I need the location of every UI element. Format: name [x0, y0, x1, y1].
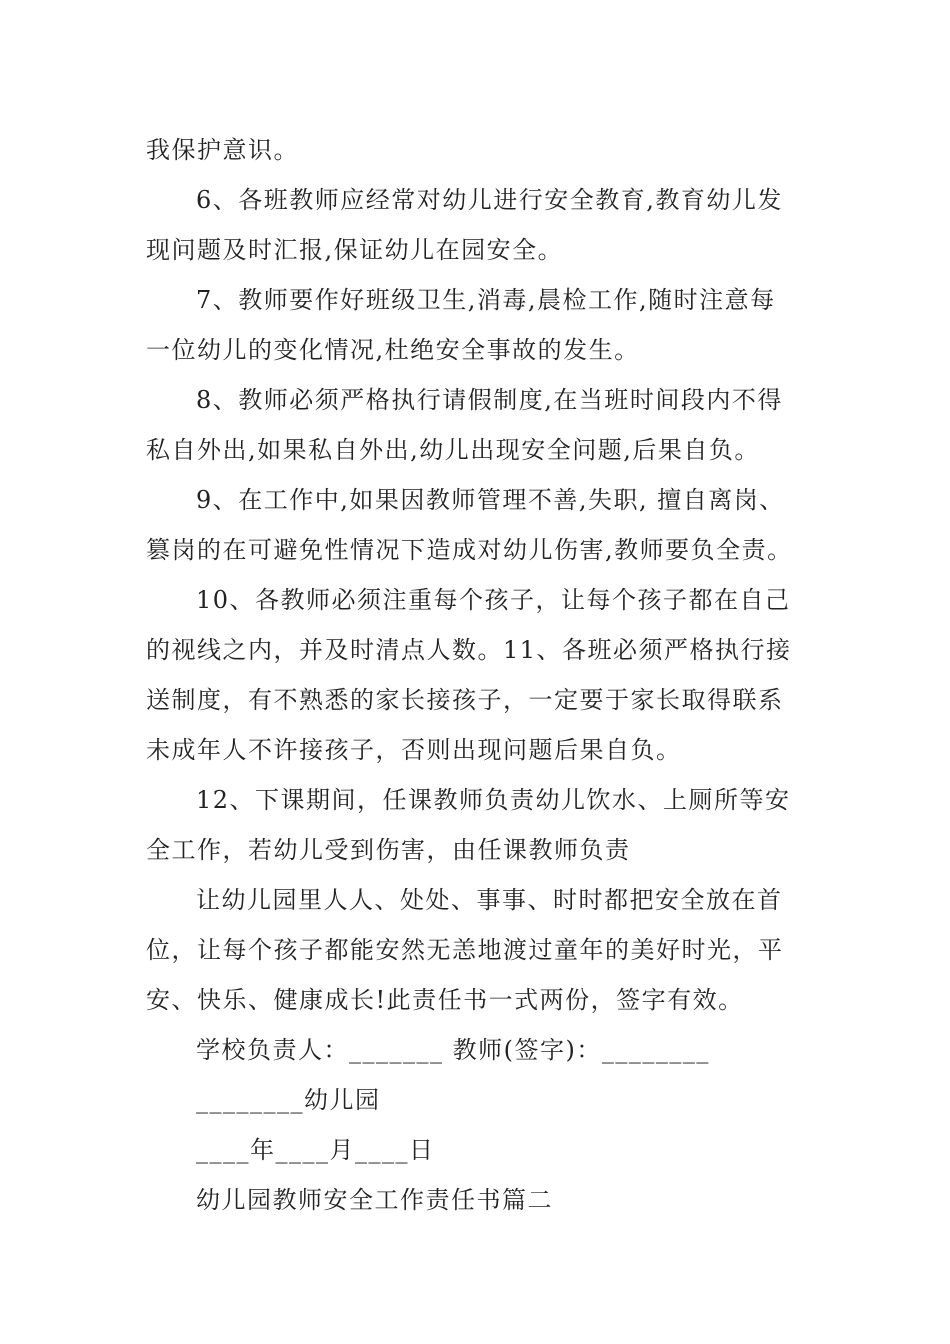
- text-line: 10、各教师必须注重每个孩子，让每个孩子都在自己: [196, 586, 791, 614]
- text-line: 12、下课期间，任课教师负责幼儿饮水、上厕所等安: [196, 786, 791, 814]
- text-line: 8、教师必须严格执行请假制度,在当班时间段内不得: [196, 386, 783, 414]
- text-line: 我保护意识。: [146, 136, 299, 164]
- text-line: 篡岗的在可避免性情况下造成对幼儿伤害,教师要负全责。: [146, 536, 793, 564]
- text-line: 现问题及时汇报,保证幼儿在园安全。: [146, 236, 564, 264]
- text-line: 6、各班教师应经常对幼儿进行安全教育,教育幼儿发: [196, 186, 783, 214]
- text-line: 让幼儿园里人人、处处、事事、时时都把安全放在首: [196, 886, 783, 914]
- signature-line: 学校负责人：_______ 教师(签字)：________: [196, 1036, 710, 1064]
- kindergarten-name-line: ________幼儿园: [196, 1086, 381, 1114]
- text-line: 送制度，有不熟悉的家长接孩子，一定要于家长取得联系: [146, 686, 784, 714]
- text-line: 未成年人不许接孩子，否则出现问题后果自负。: [146, 736, 682, 764]
- text-line: 全工作，若幼儿受到伤害，由任课教师负责: [146, 836, 631, 864]
- date-line: ____年____月____日: [196, 1136, 435, 1164]
- text-line: 的视线之内，并及时清点人数。11、各班必须严格执行接: [146, 636, 792, 664]
- text-line: 7、教师要作好班级卫生,消毒,晨检工作,随时注意每: [196, 286, 776, 314]
- text-line: 9、在工作中,如果因教师管理不善,失职, 擅自离岗、: [196, 486, 785, 514]
- section-heading: 幼儿园教师安全工作责任书篇二: [196, 1186, 553, 1214]
- text-line: 一位幼儿的变化情况,杜绝安全事故的发生。: [146, 336, 640, 364]
- text-line: 私自外出,如果私自外出,幼儿出现安全问题,后果自负。: [146, 436, 760, 464]
- text-line: 位，让每个孩子都能安然无恙地渡过童年的美好时光，平: [146, 936, 784, 964]
- text-line: 安、快乐、健康成长!此责任书一式两份，签字有效。: [146, 986, 744, 1014]
